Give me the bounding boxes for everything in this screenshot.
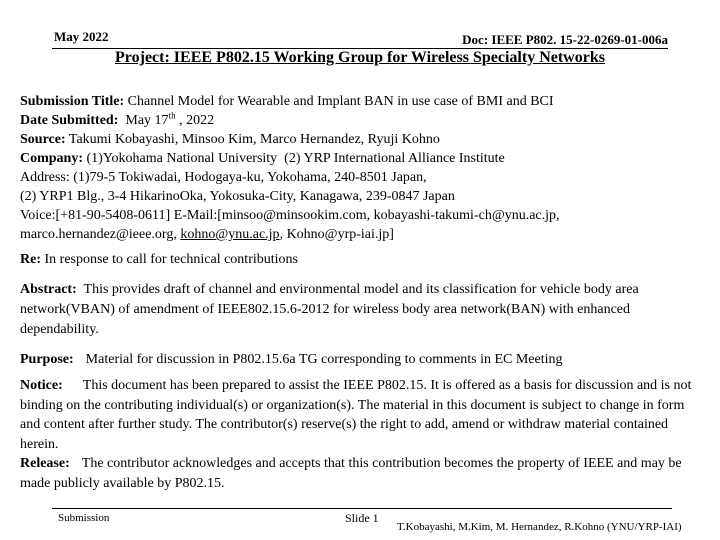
footer-submission: Submission bbox=[58, 512, 110, 524]
abstract-label: Abstract: bbox=[20, 282, 77, 297]
company-label: Company: bbox=[20, 151, 84, 166]
submission-info bbox=[20, 92, 706, 244]
date-submitted-line bbox=[20, 111, 706, 130]
email-prefix: marco.hernandez@ieee.org, bbox=[20, 227, 181, 242]
submission-title-label: Submission Title: bbox=[20, 94, 125, 109]
header-doc-id: Doc: IEEE P802. 15-22-0269-01-006a bbox=[462, 32, 668, 47]
source-label: Source: bbox=[20, 132, 66, 147]
footer-divider bbox=[52, 508, 672, 509]
re-section bbox=[20, 250, 706, 269]
source-line bbox=[20, 130, 706, 149]
purpose-section bbox=[20, 350, 706, 369]
footer-slide-number: Slide 1 bbox=[345, 511, 379, 525]
release-label: Release: bbox=[20, 456, 70, 471]
notice-label: Notice: bbox=[20, 378, 63, 393]
re-value: In response to call for technical contributions bbox=[44, 252, 298, 267]
abstract-section bbox=[20, 280, 706, 340]
submission-title-line bbox=[20, 92, 706, 111]
notice-section bbox=[20, 376, 706, 493]
release-value: The contributor acknowledges and accepts that this contribution becomes the property of IEEE and may be made publicly available by P802.15. bbox=[20, 456, 682, 491]
purpose-label: Purpose: bbox=[20, 352, 74, 367]
email-suffix: , Kohno@yrp-iai.jp] bbox=[279, 227, 394, 242]
submission-title-value: Channel Model for Wearable and Implant BAN in use case of BMI and BCI bbox=[127, 94, 554, 109]
re-label: Re: bbox=[20, 252, 41, 267]
header-date: May 2022 bbox=[54, 29, 109, 44]
date-submitted-label: Date Submitted: bbox=[20, 113, 119, 128]
kohno-email-link[interactable]: kohno@ynu.ac.jp bbox=[180, 227, 280, 242]
purpose-value: Material for discussion in P802.15.6a TG corresponding to comments in EC Meeting bbox=[85, 352, 563, 367]
address-line-1: Address: (1)79-5 Tokiwadai, Hodogaya-ku, Yokohama, 240-8501 Japan, bbox=[20, 170, 427, 185]
notice-value: This document has been prepared to assist the IEEE P802.15. It is offered as a basis for discussion and is not binding on the contributing individual(s) or organization(s). The material in this document is subject to change in form and content after further study. The contributor(s) reserve(s) the right to add, amend or withdraw material contained herein. bbox=[20, 378, 692, 452]
address-line-2: (2) YRP1 Blg., 3-4 HikarinoOka, Yokosuka-City, Kanagawa, 239-0847 Japan bbox=[20, 189, 455, 204]
company-value: (1)Yokohama National University (2) YRP International Alliance Institute bbox=[86, 151, 505, 166]
date-submitted-value: May 17th , 2022 bbox=[125, 110, 215, 128]
abstract-value: This provides draft of channel and environmental model and its classification for vehicle body area network(VBAN) of amendment of IEEE802.15.6-2012 for wireless body area network(BAN) with enhanced dependability. bbox=[20, 282, 639, 337]
project-title: Project: IEEE P802.15 Working Group for Wireless Specialty Networks bbox=[115, 49, 605, 66]
company-line bbox=[20, 149, 706, 168]
voice-email-line: Voice:[+81-90-5408-0611] E-Mail:[minsoo@minsookim.com, kobayashi-takumi-ch@ynu.ac.jp, bbox=[20, 208, 560, 223]
email-line bbox=[20, 225, 706, 244]
source-value: Takumi Kobayashi, Minsoo Kim, Marco Hernandez, Ryuji Kohno bbox=[68, 132, 440, 147]
footer-authors: T.Kobayashi, M.Kim, M. Hernandez, R.Kohno (YNU/YRP-IAI) bbox=[397, 521, 682, 533]
